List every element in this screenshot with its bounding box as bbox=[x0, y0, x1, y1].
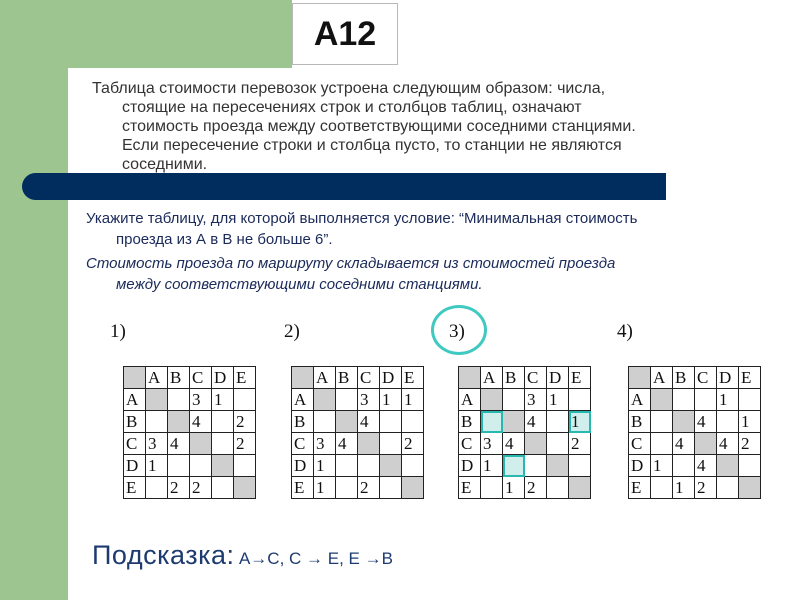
table-header-row bbox=[459, 367, 591, 389]
column-header: A bbox=[651, 367, 673, 389]
corner-cell bbox=[292, 367, 314, 389]
cost-cell: 1 bbox=[212, 389, 234, 411]
divider-bar bbox=[22, 173, 666, 200]
cost-cell bbox=[402, 411, 424, 433]
column-header: C bbox=[525, 367, 547, 389]
row-header: D bbox=[459, 455, 481, 477]
cost-cell: 4 bbox=[673, 433, 695, 455]
corner-cell bbox=[459, 367, 481, 389]
cost-cell bbox=[673, 411, 695, 433]
cost-cell bbox=[336, 389, 358, 411]
cost-cell bbox=[569, 455, 591, 477]
cost-cell: 2 bbox=[569, 433, 591, 455]
table-row bbox=[124, 411, 256, 433]
table-header-row bbox=[292, 367, 424, 389]
cost-cell bbox=[717, 477, 739, 499]
cost-cell: 4 bbox=[695, 411, 717, 433]
row-header: A bbox=[459, 389, 481, 411]
rule-line: Стоимость проезда по маршруту складывается из стоимостей проезда bbox=[86, 255, 616, 272]
cost-cell bbox=[234, 455, 256, 477]
table-row bbox=[292, 389, 424, 411]
cost-cell bbox=[234, 477, 256, 499]
table-row bbox=[292, 411, 424, 433]
cost-cell bbox=[380, 411, 402, 433]
cost-table-3 bbox=[458, 366, 591, 499]
column-header: B bbox=[673, 367, 695, 389]
table-row bbox=[629, 433, 761, 455]
table-row bbox=[124, 455, 256, 477]
cost-cell: 2 bbox=[695, 477, 717, 499]
table-row bbox=[629, 477, 761, 499]
cost-cell bbox=[380, 477, 402, 499]
row-header: A bbox=[124, 389, 146, 411]
column-header: C bbox=[695, 367, 717, 389]
cost-cell bbox=[146, 477, 168, 499]
cost-cell bbox=[336, 411, 358, 433]
table-header-row bbox=[629, 367, 761, 389]
cost-cell bbox=[547, 433, 569, 455]
row-header: D bbox=[292, 455, 314, 477]
cost-cell: 1 bbox=[314, 455, 336, 477]
cost-cell: 1 bbox=[717, 389, 739, 411]
column-header: D bbox=[380, 367, 402, 389]
cost-cell bbox=[569, 389, 591, 411]
column-header: D bbox=[717, 367, 739, 389]
cost-cell: 3 bbox=[525, 389, 547, 411]
column-header: A bbox=[146, 367, 168, 389]
task-line: Укажите таблицу, для которой выполняется условие: “Минимальная стоимость bbox=[86, 210, 638, 227]
rule-line: между соответствующими соседними станциями. bbox=[116, 276, 483, 293]
column-header: E bbox=[739, 367, 761, 389]
cost-cell bbox=[314, 411, 336, 433]
cost-cell bbox=[717, 411, 739, 433]
cost-cell bbox=[503, 389, 525, 411]
cost-cell: 3 bbox=[481, 433, 503, 455]
cost-cell bbox=[695, 433, 717, 455]
cost-cell bbox=[481, 389, 503, 411]
hint-label: Подсказка: bbox=[92, 540, 235, 570]
hint-line bbox=[92, 540, 393, 571]
table-label-4: 4) bbox=[617, 321, 633, 342]
cost-cell bbox=[547, 455, 569, 477]
cost-cell bbox=[168, 389, 190, 411]
column-header: E bbox=[569, 367, 591, 389]
row-header: C bbox=[629, 433, 651, 455]
cost-cell bbox=[380, 455, 402, 477]
cost-cell bbox=[358, 455, 380, 477]
cost-cell bbox=[739, 389, 761, 411]
cost-cell: 1 bbox=[146, 455, 168, 477]
table-row bbox=[459, 477, 591, 499]
cost-cell bbox=[739, 455, 761, 477]
table-row bbox=[292, 455, 424, 477]
row-header: A bbox=[292, 389, 314, 411]
table-row bbox=[124, 389, 256, 411]
cost-cell: 4 bbox=[190, 411, 212, 433]
row-header: C bbox=[124, 433, 146, 455]
cost-cell: 1 bbox=[673, 477, 695, 499]
cost-cell bbox=[168, 455, 190, 477]
cost-cell: 1 bbox=[569, 411, 591, 433]
cost-cell bbox=[358, 433, 380, 455]
top-green-band bbox=[0, 0, 292, 68]
cost-cell: 3 bbox=[190, 389, 212, 411]
cost-cell bbox=[651, 433, 673, 455]
cost-cell bbox=[547, 477, 569, 499]
row-header: E bbox=[124, 477, 146, 499]
cost-cell bbox=[314, 389, 336, 411]
cost-cell: 4 bbox=[695, 455, 717, 477]
table-row bbox=[459, 433, 591, 455]
cost-cell: 2 bbox=[739, 433, 761, 455]
cost-cell: 4 bbox=[717, 433, 739, 455]
column-header: C bbox=[358, 367, 380, 389]
cost-cell bbox=[739, 477, 761, 499]
cost-cell: 3 bbox=[314, 433, 336, 455]
cost-cell: 3 bbox=[146, 433, 168, 455]
cost-cell bbox=[212, 411, 234, 433]
cost-cell bbox=[212, 455, 234, 477]
cost-cell bbox=[146, 411, 168, 433]
cost-cell bbox=[651, 477, 673, 499]
left-green-band bbox=[0, 0, 68, 600]
row-header: E bbox=[292, 477, 314, 499]
table-row bbox=[459, 455, 591, 477]
table-row bbox=[629, 389, 761, 411]
intro-line: Таблица стоимости перевозок устроена следующим образом: числа, bbox=[92, 80, 606, 97]
cost-cell bbox=[569, 477, 591, 499]
cost-cell bbox=[336, 477, 358, 499]
row-header: E bbox=[459, 477, 481, 499]
column-header: D bbox=[212, 367, 234, 389]
cost-cell bbox=[695, 389, 717, 411]
intro-line: стоящие на пересечениях строк и столбцов таблиц, означают bbox=[122, 99, 582, 116]
column-header: B bbox=[336, 367, 358, 389]
cost-cell bbox=[190, 455, 212, 477]
cost-cell: 1 bbox=[651, 455, 673, 477]
cost-cell: 1 bbox=[481, 455, 503, 477]
cost-cell bbox=[673, 389, 695, 411]
cost-cell: 2 bbox=[234, 411, 256, 433]
table-label-3: 3) bbox=[449, 321, 465, 342]
cost-cell bbox=[547, 411, 569, 433]
cost-cell: 4 bbox=[336, 433, 358, 455]
table-row bbox=[292, 433, 424, 455]
corner-cell bbox=[124, 367, 146, 389]
task-statement bbox=[86, 208, 776, 250]
cost-cell: 1 bbox=[380, 389, 402, 411]
intro-line: стоимость проезда между соответствующими соседними станциями. bbox=[122, 118, 636, 135]
table-row bbox=[292, 477, 424, 499]
column-header: B bbox=[503, 367, 525, 389]
table-label-2: 2) bbox=[284, 321, 300, 342]
cost-cell: 2 bbox=[525, 477, 547, 499]
cost-cell bbox=[717, 455, 739, 477]
cost-cell bbox=[336, 455, 358, 477]
corner-cell bbox=[629, 367, 651, 389]
cost-cell bbox=[503, 411, 525, 433]
intro-paragraph bbox=[92, 79, 692, 174]
row-header: D bbox=[124, 455, 146, 477]
cost-cell: 4 bbox=[525, 411, 547, 433]
row-header: A bbox=[629, 389, 651, 411]
table-header-row bbox=[124, 367, 256, 389]
cost-cell: 2 bbox=[190, 477, 212, 499]
row-header: E bbox=[629, 477, 651, 499]
hint-route: А→С, С → Е, Е →В bbox=[238, 549, 393, 568]
row-header: B bbox=[459, 411, 481, 433]
column-header: E bbox=[402, 367, 424, 389]
column-header: A bbox=[481, 367, 503, 389]
cost-cell: 2 bbox=[358, 477, 380, 499]
slide-title: А12 bbox=[292, 3, 398, 65]
column-header: B bbox=[168, 367, 190, 389]
cost-cell: 1 bbox=[503, 477, 525, 499]
row-header: C bbox=[459, 433, 481, 455]
row-header: B bbox=[629, 411, 651, 433]
column-header: A bbox=[314, 367, 336, 389]
cost-table-1 bbox=[123, 366, 256, 499]
intro-line: соседними. bbox=[122, 156, 208, 173]
cost-cell bbox=[146, 389, 168, 411]
cost-rule bbox=[86, 253, 776, 295]
cost-cell bbox=[503, 455, 525, 477]
cost-table-2 bbox=[291, 366, 424, 499]
cost-cell bbox=[651, 389, 673, 411]
table-row bbox=[124, 477, 256, 499]
cost-cell bbox=[481, 411, 503, 433]
cost-cell: 2 bbox=[234, 433, 256, 455]
cost-cell bbox=[234, 389, 256, 411]
cost-cell: 1 bbox=[314, 477, 336, 499]
cost-cell bbox=[525, 455, 547, 477]
row-header: C bbox=[292, 433, 314, 455]
table-row bbox=[459, 411, 591, 433]
cost-cell bbox=[168, 411, 190, 433]
cost-cell: 2 bbox=[402, 433, 424, 455]
cost-cell: 4 bbox=[168, 433, 190, 455]
table-row bbox=[629, 455, 761, 477]
cost-cell bbox=[481, 477, 503, 499]
cost-cell bbox=[190, 433, 212, 455]
cost-cell: 1 bbox=[739, 411, 761, 433]
cost-cell bbox=[380, 433, 402, 455]
row-header: D bbox=[629, 455, 651, 477]
cost-cell bbox=[673, 455, 695, 477]
cost-cell bbox=[212, 477, 234, 499]
cost-cell bbox=[402, 455, 424, 477]
cost-cell: 4 bbox=[503, 433, 525, 455]
cost-cell bbox=[212, 433, 234, 455]
cost-cell: 4 bbox=[358, 411, 380, 433]
cost-cell bbox=[651, 411, 673, 433]
cost-cell: 2 bbox=[168, 477, 190, 499]
table-row bbox=[459, 389, 591, 411]
table-row bbox=[629, 411, 761, 433]
column-header: D bbox=[547, 367, 569, 389]
intro-line: Если пересечение строки и столбца пусто, то станции не являются bbox=[122, 137, 622, 154]
cost-cell: 3 bbox=[358, 389, 380, 411]
cost-table-4 bbox=[628, 366, 761, 499]
row-header: B bbox=[292, 411, 314, 433]
column-header: E bbox=[234, 367, 256, 389]
table-row bbox=[124, 433, 256, 455]
answer-circle bbox=[431, 305, 487, 355]
cost-cell bbox=[525, 433, 547, 455]
cost-cell: 1 bbox=[547, 389, 569, 411]
task-line: проезда из А в В не больше 6”. bbox=[116, 231, 333, 248]
column-header: C bbox=[190, 367, 212, 389]
row-header: B bbox=[124, 411, 146, 433]
cost-cell: 1 bbox=[402, 389, 424, 411]
cost-cell bbox=[402, 477, 424, 499]
table-label-1: 1) bbox=[110, 321, 126, 342]
